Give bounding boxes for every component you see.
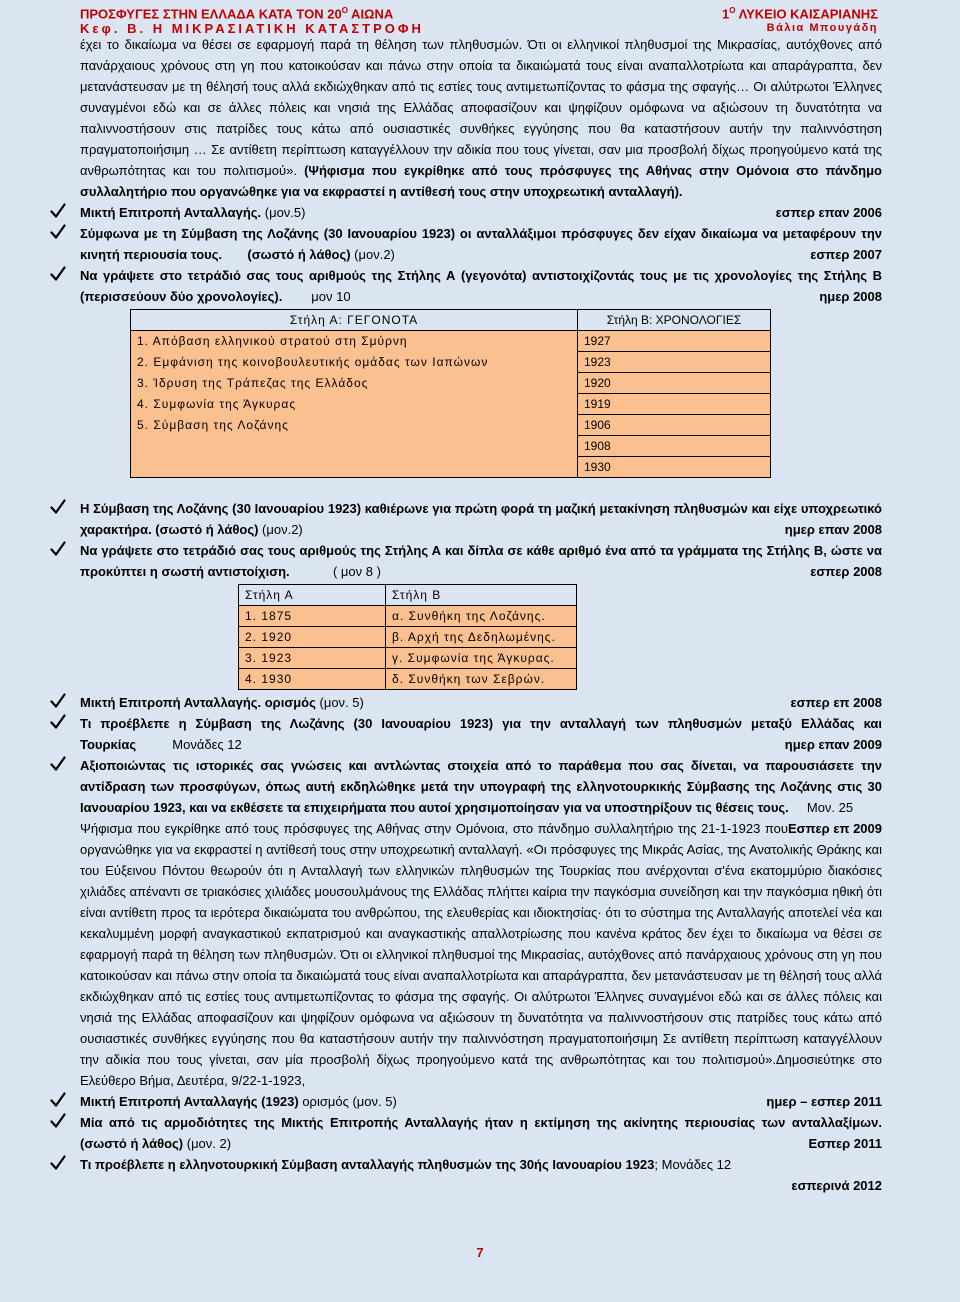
table-row: 2. 1920 β. Αρχή της Δεδηλωμένης. bbox=[239, 627, 577, 648]
table-row: 2. Εμφάνιση της κοινοβουλευτικής ομάδας των Ιαπώνων 1923 bbox=[131, 352, 771, 373]
header-school: $1^O$ ΛΥΚΕΙΟ ΚΑΙΣΑΡΙΑΝΗΣ bbox=[722, 6, 878, 22]
checkmark-icon bbox=[50, 202, 66, 222]
question-9: Μικτή Επιτροπή Ανταλλαγής (1923) ορισμός (μον. 5) ημερ – εσπερ 2011 bbox=[80, 1091, 882, 1112]
header-course-title: ΠΡΟΣΦΥΓΕΣ ΣΤΗΝ ΕΛΛΑΔΑ ΚΑΤΑ ΤΟΝ $20^O$ ΑΙΩΝΑ bbox=[80, 6, 394, 22]
table-row: 1. Απόβαση ελληνικού στρατού στη Σμύρνη 1927 bbox=[131, 331, 771, 352]
table-row: 5. Σύμβαση της Λοζάνης 1906 bbox=[131, 415, 771, 436]
source-quotation: Ψήφισμα που εγκρίθηκε από τους πρόσφυγες της Αθήνας στην Ομόνοια, στο πάνδημο συλλαλητήριο της 21-1-1923 που οργανώθηκε για να εκφραστεί η αντίθεσή τους στην υποχρεωτική ανταλλαγή. «Οι πρόσφυγες της Μικράς Ασίας, της Ανατολικής Θράκης και του Εύξεινου Πόντου θεωρούν ότι η Ανταλλαγή των ελληνικών πληθυσμών της Τουρκίας που ανέρχονται σ'ένα εκατομμύριο διακόσιες χιλιάδες απέναντι σε τριακόσιες χιλιάδες μουσουλμάνους της Ελλάδας πλήττει καίρια την παγκόσμια συνείδηση και την παγκόσμια ηθική ότι είναι αντίθετη προς τα ιερότερα δικαιώματα του ανθρώπου, της ελευθερίας και ιδιοκτησίας· ότι το σύστημα της Ανταλλαγής αποτελεί νέα και κεκαλυμμένη μορφή αναγκαστικού εκπατρισμού και αναγκαστικής απαλλοτρίωσης που κανένα κράτος δεν έχει το δικαίωμα να θέσει σε εφαρμογή παρά τη θέληση των πληθυσμών. Ότι οι ελληνικοί πληθυσμοί της Μικρασίας, αυτόχθονες από πανάρχαιους χρόνους στη γη που κατοικούσαν και πάνω στην οποία τα δικαιώματά τους είναι αναπαλλοτρίωτα και απαράγραπτα, δεν μετανάστευσαν με τη θέλησή τους αλλά εκδιώχθηκαν από τις εστίες τους αντιμετωπίζοντας το φάσμα της σφαγής. Οι αλύτρωτοι Έλληνες συναγμένοι εδώ και σε άλλες πόλεις και νησιά της Ελλάδας αποφασίζουν και ψηφίζουν ομόφωνα να αξιώσουν τη δυνατότητα να παλιννοστήσουν στις πατρίδες τους κάτω από ουσιαστικές συνθήκες εγγύησης που θα καταστήσουν αυτήν την παλιννόστηση πραγματοποιήσιμη Σε αντίθετη περίπτωση καταγγέλλουν την αδικία που τους γίνεται, σαν μία προσβολή δίχως προηγούμενο κατά της ανθρωπότητας και του πολιτισμού».Δημοσιεύτηκε στο Ελεύθερο Βήμα, Δευτέρα, 9/22-1-1923, bbox=[80, 821, 882, 1088]
column-b-header: Στήλη Β bbox=[386, 585, 577, 606]
question-6: Μικτή Επιτροπή Ανταλλαγής. ορισμός (μον. 5) εσπερ επ 2008 bbox=[80, 692, 882, 713]
checkmark-icon bbox=[50, 1112, 66, 1132]
question-11: Τι προέβλεπε η ελληνοτουρκική Σύμβαση ανταλλαγής πληθυσμών της 30ής Ιανουαρίου 1923; Μονάδες 12 εσπερινά 2012 bbox=[80, 1154, 882, 1196]
checkmark-icon bbox=[50, 265, 66, 285]
table-row: 4. 1930 δ. Συνθήκη των Σεβρών. bbox=[239, 669, 577, 690]
table-row: 1930 bbox=[131, 457, 771, 478]
column-a-header: Στήλη Α: ΓΕΓΟΝΟΤΑ bbox=[131, 310, 578, 331]
question-3: Να γράψετε στο τετράδιό σας τους αριθμούς της Στήλης Α (γεγονότα) αντιστοιχίζοντάς τους με τις χρονολογίες της Στήλης Β (περισσεύουν δύο χρονολογίες). μον 10 ημερ 2008 bbox=[80, 265, 882, 307]
checkmark-icon bbox=[50, 1091, 66, 1111]
matching-table-dates bbox=[238, 584, 577, 690]
document-body bbox=[80, 34, 882, 1196]
table-row: 1908 bbox=[131, 436, 771, 457]
table-row: 3. Ίδρυση της Τράπεζας της Ελλάδος 1920 bbox=[131, 373, 771, 394]
question-10: Μία από τις αρμοδιότητες της Μικτής Επιτροπής Ανταλλαγής ήταν η εκτίμηση της ακίνητης περιουσίας των ανταλλαξίμων. (σωστό ή λάθος) (μον. 2) Εσπερ 2011 bbox=[80, 1112, 882, 1154]
question-2: Σύμφωνα με τη Σύμβαση της Λοζάνης (30 Ιανουαρίου 1923) οι ανταλλάξιμοι πρόσφυγες δεν είχαν δικαίωμα να μεταφέρουν την κινητή περιουσία τους. (σωστό ή λάθος) (μον.2) εσπερ 2007 bbox=[80, 223, 882, 265]
checkmark-icon bbox=[50, 540, 66, 560]
question-4: Η Σύμβαση της Λοζάνης (30 Ιανουαρίου 1923) καθιέρωνε για πρώτη φορά τη μαζική μετακίνηση πληθυσμών και είχε υποχρεωτικό χαρακτήρα. (σωστό ή λάθος) (μον.2) ημερ επαν 2008 bbox=[80, 498, 882, 540]
header-chapter: Κεφ. Β. Η ΜΙΚΡΑΣΙΑΤΙΚΗ ΚΑΤΑΣΤΡΟΦΗ bbox=[80, 21, 424, 37]
question-7: Τι προέβλεπε η Σύμβαση της Λωζάνης (30 Ιανουαρίου 1923) για την ανταλλαγή των πληθυσμών μεταξύ Ελλάδας και Τουρκίας Μονάδες 12 ημερ επαν 2009 bbox=[80, 713, 882, 755]
page-header bbox=[80, 3, 878, 36]
table-row: 1. 1875 α. Συνθήκη της Λοζάνης. bbox=[239, 606, 577, 627]
table-row: 3. 1923 γ. Συμφωνία της Άγκυρας. bbox=[239, 648, 577, 669]
header-author: Βάλια Μπουγάδη bbox=[766, 22, 878, 35]
question-8: Αξιοποιώντας τις ιστορικές σας γνώσεις και αντλώντας στοιχεία από το παράθεμα που σας δίνεται, να παρουσιάσετε την αντίδραση των προσφύγων, όπως αυτή εκδηλώθηκε μετά την υπογραφή της ελληνοτουρκικής Σύμβασης της Λοζάνης στις 30 Ιανουαρίου 1923, και να εκθέσετε τα επιχειρήματα που αυτοί χρησιμοποίησαν για να υποστηρίξουν τις θέσεις τους. Μον. 25 Εσπερ επ 2009 Ψήφισμα που εγκρίθηκε από τους πρόσφυγες της Αθήνας στην Ομόνοια, στο πάνδημο συλλαλητήριο της 21-1-1923 που οργανώθηκε για να εκφραστεί η αντίθεσή τους στην υποχρεωτική ανταλλαγή. «Οι πρόσφυγες της Μικράς Ασίας, της Ανατολικής Θράκης και του Εύξεινου Πόντου θεωρούν ότι η Ανταλλαγή των ελληνικών πληθυσμών της Τουρκίας που ανέρχονται σ'ένα εκατομμύριο διακόσιες χιλιάδες απέναντι σε τριακόσιες χιλιάδες μουσουλμάνους της Ελλάδας πλήττει καίρια την παγκόσμια συνείδηση και την παγκόσμια ηθική ότι είναι αντίθετη προς τα ιερότερα δικαιώματα του ανθρώπου, της ελευθερίας και ιδιοκτησίας· ότι το σύστημα της Ανταλλαγής αποτελεί νέα και κεκαλυμμένη μορφή αναγκαστικού εκπατρισμού και αναγκαστικής απαλλοτρίωσης που κανένα κράτος δεν έχει το δικαίωμα να θέσει σε εφαρμογή παρά τη θέληση των πληθυσμών. Ότι οι ελληνικοί πληθυσμοί της Μικρασίας, αυτόχθονες από πανάρχαιους χρόνους στη γη που κατοικούσαν και πάνω στην οποία τα δικαιώματά τους είναι αναπαλλοτρίωτα και απαράγραπτα, δεν μετανάστευσαν με τη θέλησή τους αλλά εκδιώχθηκαν από τις εστίες τους αντιμετωπίζοντας το φάσμα της σφαγής. Οι αλύτρωτοι Έλληνες συναγμένοι εδώ και σε άλλες πόλεις και νησιά της Ελλάδας αποφασίζουν και ψηφίζουν ομόφωνα να αξιώσουν τη δυνατότητα να παλιννοστήσουν στις πατρίδες τους κάτω από ουσιαστικές συνθήκες εγγύησης που θα καταστήσουν αυτήν την παλιννόστηση πραγματοποιήσιμη Σε αντίθετη περίπτωση καταγγέλλουν την αδικία που τους γίνεται, σαν μία προσβολή δίχως προηγούμενο κατά της ανθρωπότητας και του πολιτισμού».Δημοσιεύτηκε στο Ελεύθερο Βήμα, Δευτέρα, 9/22-1-1923, bbox=[80, 755, 882, 1091]
checkmark-icon bbox=[50, 1154, 66, 1174]
table-row: 4. Συμφωνία της Άγκυρας 1919 bbox=[131, 394, 771, 415]
checkmark-icon bbox=[50, 713, 66, 733]
column-b-header: Στήλη Β: ΧΡΟΝΟΛΟΓΙΕΣ bbox=[578, 310, 771, 331]
intro-paragraph: έχει το δικαίωμα να θέσει σε εφαρμογή παρά τη θέληση των πληθυσμών. Ότι οι ελληνικοί πληθυσμοί της Μικρασίας, αυτόχθονες από πανάρχαιους χρόνους στη γη που κατοικούσαν και πάνω στην οποία τα δικαιώματά τους είναι αναπαλλοτρίωτα και απαράγραπτα, δεν μετανάστευσαν με τη θέλησή τους αλλά εκδιώχθηκαν από τις εστίες τους αντιμετωπίζοντας το φάσμα της σφαγής… Οι αλύτρωτοι Έλληνες συναγμένοι εδώ και σε άλλες πόλεις και νησιά της Ελλάδας αποφασίζουν και ψηφίζουν ομόφωνα να αξιώσουν τη δυνατότητα να παλιννοστήσουν στις πατρίδες τους κάτω από ουσιαστικές συνθήκες εγγύησης που θα καταστήσουν αυτήν την παλιννόστηση πραγματοποιήσιμη … Σε αντίθετη περίπτωση καταγγέλλουν την αδικία που τους γίνεται, σαν μια προσβολή δίχως προηγούμενο κατά της ανθρωπότητας και του πολιτισμού». (Ψήφισμα που εγκρίθηκε από τους πρόσφυγες της Αθήνας στην Ομόνοια στο πάνδημο συλλαλητήριο που οργανώθηκε για να εκφραστεί η αντίθεσή τους στην υποχρεωτική ανταλλαγή). bbox=[80, 37, 882, 199]
matching-table-events bbox=[130, 309, 771, 478]
page-number: 7 bbox=[476, 1245, 484, 1260]
question-1: Μικτή Επιτροπή Ανταλλαγής. (μον.5) εσπερ επαν 2006 bbox=[80, 202, 882, 223]
column-a-header: Στήλη Α bbox=[239, 585, 386, 606]
checkmark-icon bbox=[50, 498, 66, 518]
checkmark-icon bbox=[50, 692, 66, 712]
checkmark-icon bbox=[50, 755, 66, 775]
question-5: Να γράψετε στο τετράδιό σας τους αριθμούς της Στήλης Α και δίπλα σε κάθε αριθμό ένα από τα γράμματα της Στήλης Β, ώστε να προκύπτει η σωστή αντιστοίχιση. ( μον 8 ) εσπερ 2008 bbox=[80, 540, 882, 582]
checkmark-icon bbox=[50, 223, 66, 243]
